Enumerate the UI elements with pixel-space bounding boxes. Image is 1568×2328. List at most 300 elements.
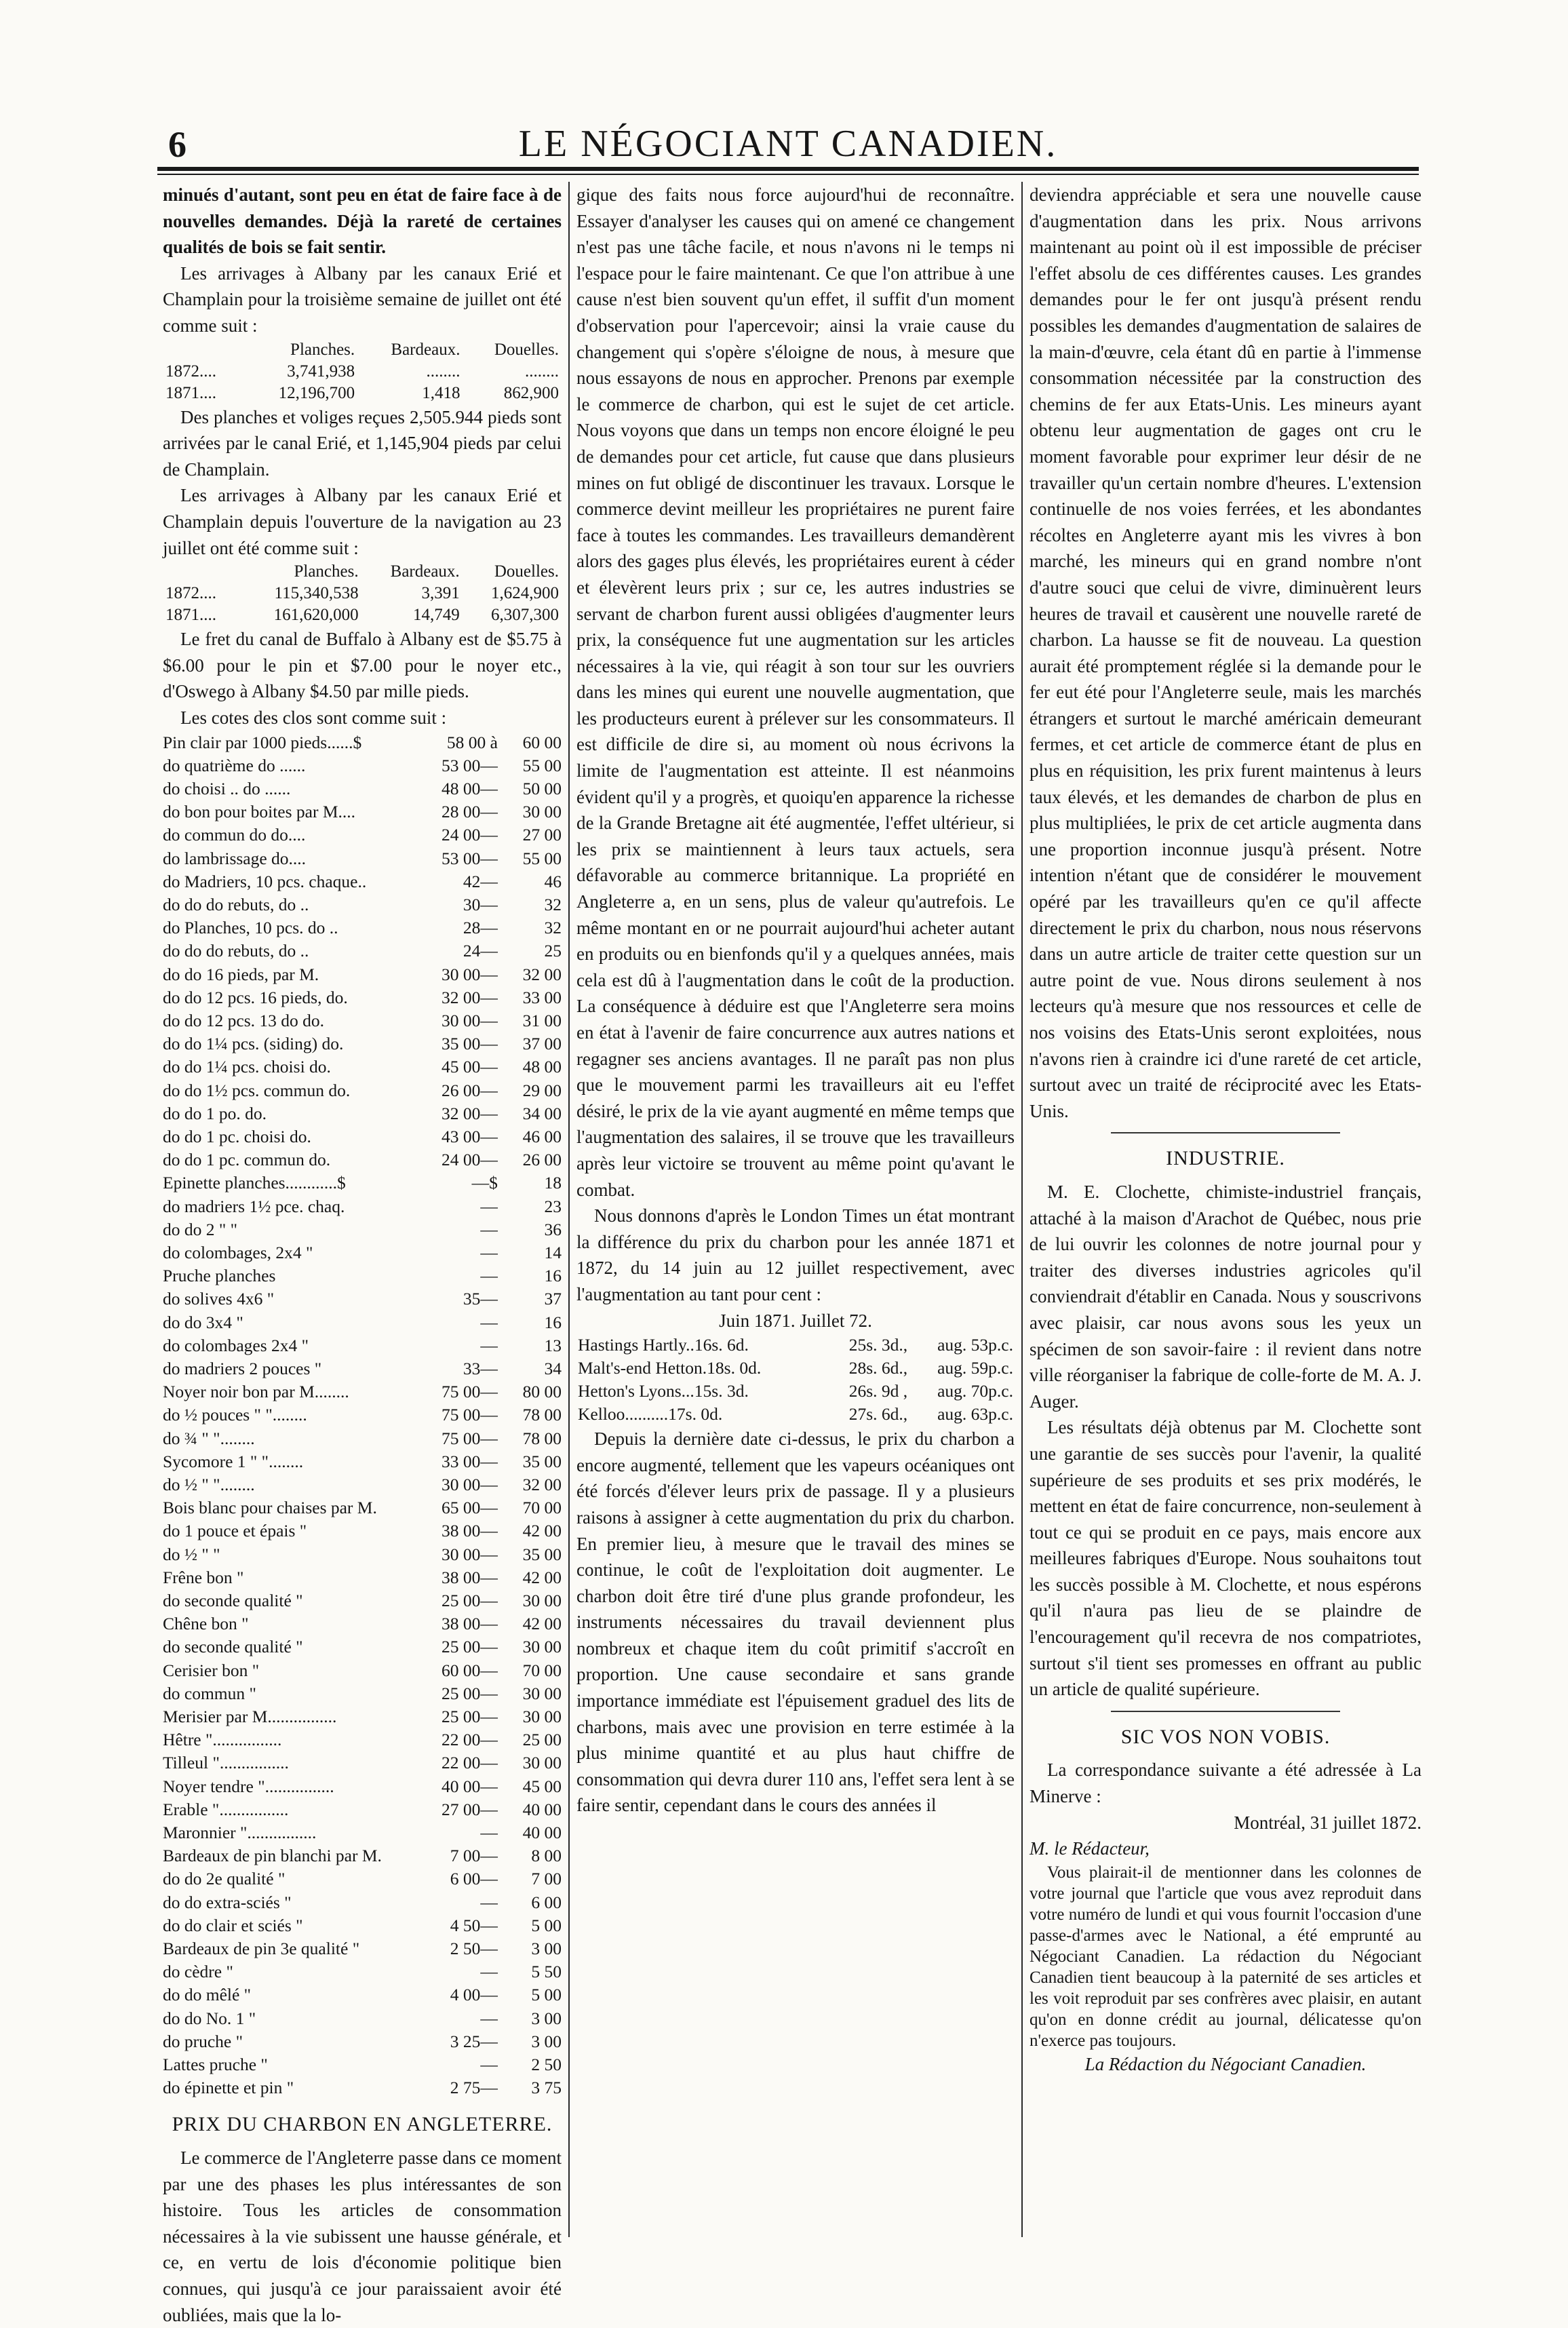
header-rule-thin (157, 174, 1419, 175)
price-low: 75 00— (442, 1405, 498, 1425)
price-label: Hêtre "................ (163, 1730, 282, 1750)
table-cell: 1871.... (165, 383, 216, 402)
price-label: do seconde qualité " (163, 1637, 303, 1657)
price-label: Pruche planches (163, 1266, 276, 1286)
table-header: Planches. (290, 340, 355, 359)
price-high: 46 (544, 871, 562, 891)
price-row (163, 1357, 562, 1380)
price-high: 29 00 (522, 1080, 562, 1100)
price-low: 30 00— (442, 1475, 498, 1494)
price-row (163, 1960, 562, 1983)
price-label: do 1 pouce et épais " (163, 1521, 307, 1541)
price-label: Sycomore 1 " "........ (163, 1451, 304, 1471)
price-high: 13 (544, 1335, 562, 1355)
coal-cell: Kelloo..........17s. 0d. (578, 1404, 723, 1424)
price-high: 23 (544, 1196, 562, 1216)
price-low: — (480, 1266, 498, 1286)
price-label: Tilleul "................ (163, 1753, 289, 1773)
price-label: do ½ " " (163, 1544, 220, 1564)
price-high: 30 00 (522, 1683, 562, 1703)
price-high: 27 00 (522, 825, 562, 845)
paragraph: La correspondance suivante a été adressée à La Minerve : (1030, 1760, 1422, 1807)
table-cell: ........ (426, 362, 460, 381)
arrivals-table-season (163, 561, 562, 626)
page-header (157, 122, 1419, 163)
table-cell: 3,741,938 (287, 362, 355, 381)
price-low: — (480, 1335, 498, 1355)
coal-row (576, 1334, 1015, 1357)
price-label: do do 1¼ pcs. choisi do. (163, 1057, 331, 1077)
price-low: — (480, 1312, 498, 1332)
price-low: 32 00— (442, 1103, 498, 1123)
price-label: Noyer tendre "................ (163, 1776, 334, 1796)
table-cell: 115,340,538 (274, 584, 359, 603)
paragraph: Nous donnons d'après le London Times un état montrant la différence du prix du charbon pour les année 1871 et 1872, du 14 juin au 12 juillet respectivement, avec l'augmentation au tant pour cent : (576, 1205, 1015, 1304)
table-cell: 1872.... (165, 584, 216, 603)
coal-table-header: Juin 1871. Juillet 72. (719, 1310, 872, 1331)
price-label: do do 1½ pcs. commun do. (163, 1080, 351, 1100)
section-heading: SIC VOS NON VOBIS. (1120, 1725, 1331, 1748)
price-row (163, 1450, 562, 1473)
price-label: do seconde qualité " (163, 1591, 303, 1611)
coal-cell: aug. 53p.c. (937, 1335, 1013, 1355)
price-row (163, 1311, 562, 1334)
price-low: 38 00— (442, 1567, 498, 1587)
price-low: 75 00— (442, 1382, 498, 1402)
price-low: — (480, 1962, 498, 1982)
price-low: 7 00— (450, 1846, 498, 1866)
price-row (163, 1983, 562, 2006)
price-label: do lambrissage do.... (163, 848, 307, 868)
price-label: do do 1 pc. commun do. (163, 1150, 331, 1170)
paragraph: gique des faits nous force aujourd'hui de reconnaître. Essayer d'analyser les causes qui on amené ce changement n'est pas une tâche facile, et nous n'avons ni le temps ni l'espace pour le faire maintenant. Ce que l'on attribue à une cause n'est bien souvent qu'un effet, il suffit d'un moment d'observation pour l'apercevoir; ainsi la vraie cause du changement qui s'opère s'éloigne de nous, à mesure que nous essayons de nous en approcher. Prenons par exemple le commerce de charbon, qui est le sujet de cet article. Nous voyons que dans un temps non encore éloigné le peu de demandes pour cet article, fut cause que dans plusieurs mines on fut obligé de discontinuer les travaux. Lorsque le commerce devint meilleur les propriétaires ne purent faire face à toutes les commandes. Les travailleurs demandèrent alors des gages plus élevés, les propriétaires eurent à céder et élevèrent leurs prix ; sur ce, les autres industries se servant de charbon furent aussi obligées d'augmenter leurs prix, la conséquence fut une augmentation sur les articles nécessaires à la vie, qui réagit à son tour sur les ouvriers dans les mines qui eurent une nouvelle augmentation, que les producteurs eurent à prélever sur les consommateurs. Il est difficile de dire si, au moment où nous écrivons la limite de l'augmentation est atteinte. Il est néanmoins évident qu'il y a progrès, et quoiqu'en apparence la richesse de la Grande Bretagne ait été augmentée, l'effet ultérieur, si les prix se maintiennent à leurs taux actuels, sera défavorable au commerce britannique. La propriété en Angleterre a, en un sens, plus de valeur qu'autrefois. Le même montant en or ne pourrait aujourd'hui acheter autant en produits ou en bienfonds qu'il y a quelques années, mais cela est dû à l'augmentation dans le coût de la production. La conséquence à déduire est que l'Angleterre sera moins en état à l'avenir de faire concurrence aux autres nations et regagner ses anciens avantages. Il ne paraît pas non plus que le mouvement parmi les travailleurs ait eu l'effet désiré, le prix de la vie ayant augmenté en même temps que l'augmentation des salaires, il se trouve que les travailleurs après leur victoire se trouvent au même point qu'avant le combat. (576, 185, 1015, 1200)
price-row (163, 1334, 562, 1357)
price-high: 30 00 (522, 802, 562, 822)
table-row (163, 383, 562, 404)
price-label: do do 3x4 " (163, 1312, 243, 1332)
price-label: do cèdre " (163, 1962, 233, 1982)
price-label: do do extra-sciés " (163, 1892, 292, 1912)
masthead-title: LE NÉGOCIANT CANADIEN. (518, 123, 1058, 165)
price-low: 28— (463, 918, 498, 938)
price-row (163, 2030, 562, 2053)
price-label: do do do rebuts, do .. (163, 894, 309, 914)
price-low: 3 25— (450, 2031, 498, 2051)
price-row (163, 1079, 562, 1102)
price-row (163, 1659, 562, 1682)
price-label: do do do rebuts, do .. (163, 941, 309, 961)
price-high: 78 00 (522, 1405, 562, 1425)
paragraph: Les arrivages à Albany par les canaux Erié et Champlain depuis l'ouverture de la navigation au 23 juillet ont été comme suit : (163, 485, 562, 558)
price-label: do do clair et sciés " (163, 1915, 303, 1935)
price-row (163, 777, 562, 800)
price-high: 60 00 (522, 732, 562, 752)
price-label: Noyer noir bon par M........ (163, 1382, 349, 1402)
price-low: 2 75— (450, 2078, 498, 2098)
coal-cell: Malt's-end Hetton.18s. 0d. (578, 1358, 762, 1378)
section-divider (1111, 1711, 1340, 1712)
price-row (163, 1125, 562, 1148)
price-row (163, 847, 562, 870)
price-low: 42— (463, 871, 498, 891)
price-label: do do 1 po. do. (163, 1103, 267, 1123)
price-row (163, 1009, 562, 1032)
price-label: do do 16 pieds, par M. (163, 964, 319, 984)
table-cell: 1,624,900 (491, 584, 559, 603)
column-1 (163, 182, 562, 2325)
price-row (163, 916, 562, 939)
price-high: 45 00 (522, 1776, 562, 1796)
price-low: 48 00— (442, 778, 498, 798)
price-label: Maronnier "................ (163, 1823, 317, 1843)
price-low: 2 50— (450, 1939, 498, 1959)
letter-body: Vous plairait-il de mentionner dans les colonnes de votre journal que l'article que vous avez reproduit dans votre numéro de lundi et qui vous fournit l'occasion d'une passe-d'armes avec le National, a été emprunté au Négociant Canadien. La rédaction du Négociant Canadien tient beaucoup à la paternité de ses articles et les voit reproduit par ses confrères avec plaisir, en autant qu'on en donne crédit au journal, délicatesse qu'on n'exerce pas toujours. (1030, 1863, 1422, 2050)
price-row (163, 1798, 562, 1821)
price-row (163, 1032, 562, 1055)
paragraph: Les arrivages à Albany par les canaux Erié et Champlain pour la troisième semaine de juillet ont été comme suit : (163, 263, 562, 336)
price-high: 14 (544, 1242, 562, 1262)
table-cell: 862,900 (503, 383, 559, 402)
price-row (163, 1519, 562, 1543)
table-cell: 1,418 (422, 383, 460, 402)
price-low: 53 00— (442, 848, 498, 868)
price-high: 3 00 (531, 1939, 562, 1959)
price-row (163, 939, 562, 963)
paragraph: Les résultats déjà obtenus par M. Clochette sont une garantie de ses succès pour l'avenir, la qualité supérieure de ses produits et ses prix modérés, le mettent en état de faire concurrence, non-seulement à tout ce qui se produit en ce pays, mais encore aux meilleures fabriques d'Europe. Nous souhaitons tout les succès possible à M. Clochette, et nous espérons qu'il n'aura pas lieu de se plaindre de l'encouragement qu'il recevra de nos compatriotes, surtout s'il tient ses promesses en offrant au public un article de qualité supérieure. (1030, 1417, 1422, 1700)
table-cell: 6,307,300 (491, 606, 559, 625)
price-label: Bardeaux de pin blanchi par M. (163, 1846, 382, 1866)
table-cell: 12,196,700 (278, 383, 355, 402)
price-high: 78 00 (522, 1428, 562, 1448)
price-row (163, 1821, 562, 1844)
price-low: 53 00— (442, 755, 498, 775)
table-row (163, 583, 562, 604)
price-label: do colombages 2x4 " (163, 1335, 309, 1355)
price-row (163, 1682, 562, 1705)
price-label: do colombages, 2x4 " (163, 1242, 313, 1262)
price-high: 30 00 (522, 1707, 562, 1727)
price-high: 3 00 (531, 2008, 562, 2028)
section-heading: PRIX DU CHARBON EN ANGLETERRE. (172, 2113, 553, 2136)
price-row (163, 1612, 562, 1635)
price-label: Erable "................ (163, 1799, 289, 1819)
price-high: 40 00 (522, 1823, 562, 1843)
price-high: 35 00 (522, 1451, 562, 1471)
price-high: 26 00 (522, 1150, 562, 1170)
letter-salutation: M. le Rédacteur, (1030, 1838, 1150, 1859)
price-label: do Planches, 10 pcs. do .. (163, 918, 338, 938)
paragraph: Des planches et voliges reçues 2,505.944 pieds sont arrivées par le canal Erié, et 1,145,904 pieds par celui de Champlain. (163, 406, 562, 480)
price-high: 7 00 (531, 1869, 562, 1889)
price-label: do do 2e qualité " (163, 1869, 286, 1889)
column-divider (1021, 182, 1023, 2237)
price-low: 22 00— (442, 1753, 498, 1773)
price-low: 24 00— (442, 825, 498, 845)
price-high: 70 00 (522, 1660, 562, 1680)
price-row (163, 1427, 562, 1450)
price-label: do commun " (163, 1683, 256, 1703)
table-cell: 1871.... (165, 606, 216, 625)
price-low: 26 00— (442, 1080, 498, 1100)
table-header (163, 561, 239, 583)
price-high: 42 00 (522, 1521, 562, 1541)
price-low: 35— (463, 1289, 498, 1309)
coal-cell: aug. 70p.c. (937, 1381, 1013, 1401)
table-cell: 1872.... (165, 362, 216, 381)
price-high: 32 00 (522, 964, 562, 984)
price-label: do madriers 1½ pce. chaq. (163, 1196, 345, 1216)
price-label: do quatrième do ...... (163, 755, 306, 775)
price-row (163, 1148, 562, 1171)
price-low: 30 00— (442, 1544, 498, 1564)
price-row (163, 1589, 562, 1612)
arrivals-table-week (163, 339, 562, 404)
price-high: 37 (544, 1289, 562, 1309)
price-label: Frêne bon " (163, 1567, 244, 1587)
price-high: 48 00 (522, 1057, 562, 1077)
price-label: Bois blanc pour chaises par M. (163, 1498, 377, 1518)
price-high: 16 (544, 1312, 562, 1332)
coal-row (576, 1380, 1015, 1403)
price-label: do Madriers, 10 pcs. chaque.. (163, 871, 367, 891)
price-high: 5 00 (531, 1985, 562, 2005)
price-row (163, 800, 562, 823)
price-low: 40 00— (442, 1776, 498, 1796)
paragraph: minués d'autant, sont peu en état de faire face à de nouvelles demandes. Déjà la rareté de certaines qualités de bois se fait sentir. (163, 185, 562, 258)
price-high: 32 (544, 894, 562, 914)
price-row (163, 1380, 562, 1403)
price-low: 43 00— (442, 1126, 498, 1146)
price-row (163, 963, 562, 986)
price-label: do do 12 pcs. 13 do do. (163, 1010, 324, 1030)
price-low: 60 00— (442, 1660, 498, 1680)
price-row (163, 2007, 562, 2030)
coal-cell: Hastings Hartly..16s. 6d. (578, 1335, 749, 1355)
paragraph: Le commerce de l'Angleterre passe dans ce moment par une des phases les plus intéressantes de son histoire. Tous les articles de consommation nécessaires à la vie subissent une hausse générale, et ce, en vertu de lois d'économie politique bien connues, qui jusqu'à ce jour paraissaient avoir été oubliées, mais que la lo- (163, 2148, 562, 2325)
price-label: do madriers 2 pouces " (163, 1358, 322, 1378)
price-row (163, 1241, 562, 1264)
coal-cell: Hetton's Lyons...15s. 3d. (578, 1381, 749, 1401)
price-low: 25 00— (442, 1591, 498, 1611)
table-header: Bardeaux. (390, 562, 460, 581)
price-label: do choisi .. do ...... (163, 778, 291, 798)
table-row (163, 604, 562, 626)
paragraph: Le fret du canal de Buffalo à Albany est de $5.75 à $6.00 pour le pin et $7.00 pour le noyer etc., d'Oswego à Albany $4.50 par mille pieds. (163, 629, 562, 702)
price-label: do solives 4x6 " (163, 1289, 275, 1309)
table-cell: 161,620,000 (273, 606, 359, 625)
price-high: 80 00 (522, 1382, 562, 1402)
price-high: 40 00 (522, 1799, 562, 1819)
price-low: — (480, 1892, 498, 1912)
price-row (163, 1403, 562, 1427)
price-label: do pruche " (163, 2031, 243, 2051)
price-high: 55 00 (522, 848, 562, 868)
price-row (163, 1264, 562, 1287)
letter-dateline: Montréal, 31 juillet 1872. (1234, 1812, 1422, 1833)
price-row (163, 1473, 562, 1496)
price-label: Epinette planches............$ (163, 1173, 346, 1193)
table-cell: 3,391 (421, 584, 460, 603)
price-high: 55 00 (522, 755, 562, 775)
price-low: 24— (463, 941, 498, 961)
price-low: 4 00— (450, 1985, 498, 2005)
price-high: 16 (544, 1266, 562, 1286)
price-low: 24 00— (442, 1150, 498, 1170)
section-heading: INDUSTRIE. (1166, 1147, 1285, 1170)
price-high: 33 00 (522, 987, 562, 1007)
table-cell: ........ (525, 362, 559, 381)
price-high: 42 00 (522, 1614, 562, 1634)
price-row (163, 1055, 562, 1079)
price-high: 34 (544, 1358, 562, 1378)
price-row (163, 1496, 562, 1519)
price-high: 30 00 (522, 1637, 562, 1657)
coal-cell: 27s. 6d., (848, 1404, 908, 1424)
price-high: 34 00 (522, 1103, 562, 1123)
price-high: 31 00 (522, 1010, 562, 1030)
column-divider (568, 182, 570, 2237)
price-label: do épinette et pin " (163, 2078, 294, 2098)
price-high: 30 00 (522, 1753, 562, 1773)
price-high: 46 00 (522, 1126, 562, 1146)
price-low: 30— (463, 894, 498, 914)
header-rule-thick (157, 167, 1419, 171)
price-label: Lattes pruche " (163, 2055, 268, 2075)
price-high: 30 00 (522, 1591, 562, 1611)
coal-cell: 26s. 9d , (848, 1381, 908, 1401)
price-row (163, 1775, 562, 1798)
price-low: 38 00— (442, 1521, 498, 1541)
coal-cell: aug. 59p.c. (937, 1358, 1013, 1378)
price-low: 75 00— (442, 1428, 498, 1448)
price-row (163, 1937, 562, 1960)
paragraph: Les cotes des clos sont comme suit : (180, 707, 447, 728)
price-label: Pin clair par 1000 pieds......$ (163, 732, 362, 752)
price-row (163, 1891, 562, 1914)
table-row (163, 361, 562, 383)
price-high: 37 00 (522, 1034, 562, 1054)
price-label: Chêne bon " (163, 1614, 249, 1634)
price-label: do do 1¼ pcs. (siding) do. (163, 1034, 344, 1054)
price-low: 28 00— (442, 802, 498, 822)
price-high: 8 00 (531, 1846, 562, 1866)
paragraph: deviendra appréciable et sera une nouvelle cause d'augmentation dans les prix. Nous arrivons maintenant au point où il est impossible de préciser l'effet absolu de ces différentes causes. Les grandes demandes pour le fer ont jusqu'à présent rendu possibles les demandes d'augmentation de salaires de la main-d'œuvre, cela étant dû en partie à l'immense consommation nécessitée par la construction des chemins de fer aux Etats-Unis. Les mineurs ayant obtenu leur augmentation de gages ont cru le moment favorable pour exprimer leur désir de ne travailler qu'un certain nombre d'heures. L'extension continuelle de nos voies ferrées, et les abondantes récoltes en Angleterre ayant mis les vivres à bon marché, les mineurs qui en grand nombre n'ont d'autre souci que celui de vivre, diminuèrent leurs heures de travail et causèrent une nouvelle rareté de charbon. La hausse se fit de nouveau. La question aurait été promptement réglée si la demande pour le fer eut été pour l'Angleterre seule, mais les marchés étrangers et surtout le marché américain demeurant fermes, et cet article de commerce étant de plus en plus en réquisition, les prix furent maintenus à leurs taux élevés, et les demandes de charbon de plus en plus multipliées, le prix de cet article augmenta dans une proportion inconnue jusqu'à présent. Notre intention n'étant que de considérer le mouvement opéré par les travailleurs qu'en ce qu'il affecte directement le prix du charbon, nous nous réservons dans un autre article de traiter cette question sur un autre point de vue. Nous dirons seulement à nos lecteurs qu'à mesure que nos ressources et celle de nos voisins des Etats-Unis seront exploitées, nous n'avons rien à craindre ici d'une rareté de cet article, surtout avec un traité de réciprocité avec les Etats-Unis. (1030, 185, 1422, 1121)
price-row (163, 1914, 562, 1937)
price-low: 4 50— (450, 1915, 498, 1935)
section-divider (1111, 1132, 1340, 1133)
price-row (163, 1566, 562, 1589)
price-high: 3 00 (531, 2031, 562, 2051)
price-high: 2 50 (531, 2055, 562, 2075)
price-low: 65 00— (442, 1498, 498, 1518)
price-row (163, 1543, 562, 1566)
price-low: 33— (463, 1358, 498, 1378)
price-label: do ½ pouces " "........ (163, 1405, 307, 1425)
price-label: do commun do do.... (163, 825, 306, 845)
price-row (163, 1287, 562, 1311)
price-low: 32 00— (442, 987, 498, 1007)
price-low: — (480, 2008, 498, 2028)
coal-cell: 28s. 6d., (848, 1358, 908, 1378)
price-low: 58 00 à (446, 732, 498, 752)
coal-cell: aug. 63p.c. (937, 1404, 1013, 1424)
price-low: 45 00— (442, 1057, 498, 1077)
price-row (163, 1867, 562, 1890)
price-label: Cerisier bon " (163, 1660, 260, 1680)
price-row (163, 1705, 562, 1728)
price-low: — (480, 1823, 498, 1843)
lumber-price-table (163, 731, 562, 2100)
price-row (163, 823, 562, 847)
price-row (163, 1728, 562, 1751)
column-3 (1030, 182, 1422, 2237)
price-label: do do 1 pc. choisi do. (163, 1126, 311, 1146)
price-row (163, 1218, 562, 1241)
price-low: 30 00— (442, 1010, 498, 1030)
price-low: — (480, 2055, 498, 2075)
price-label: do ½ " "........ (163, 1475, 255, 1494)
price-row (163, 893, 562, 916)
column-2 (576, 182, 1015, 2237)
price-row (163, 1751, 562, 1774)
price-low: — (480, 1196, 498, 1216)
coal-cell: 25s. 3d., (848, 1335, 908, 1355)
price-row (163, 1195, 562, 1218)
price-row (163, 2053, 562, 2076)
price-row (163, 1102, 562, 1125)
letter-signature: La Rédaction du Négociant Canadien. (1084, 2053, 1367, 2074)
table-cell: 14,749 (412, 606, 460, 625)
price-label: Merisier par M................ (163, 1707, 337, 1727)
price-high: 3 75 (531, 2078, 562, 2098)
price-row (163, 754, 562, 777)
price-label: do bon pour boites par M.... (163, 802, 356, 822)
price-high: 32 (544, 918, 562, 938)
price-row (163, 2076, 562, 2099)
price-row (163, 870, 562, 893)
price-label: do ¾ " "........ (163, 1428, 255, 1448)
price-row (163, 986, 562, 1009)
price-high: 42 00 (522, 1567, 562, 1587)
price-high: 32 00 (522, 1475, 562, 1494)
coal-price-table (576, 1334, 1015, 1426)
price-low: 33 00— (442, 1451, 498, 1471)
price-low: 6 00— (450, 1869, 498, 1889)
paragraph: Depuis la dernière date ci-dessus, le prix du charbon a encore augmenté, tellement que les vapeurs océaniques ont été forcés d'élever leurs prix de passage. Il y a plusieurs raisons à assigner à cette augmentation du prix du charbon. En premier lieu, à mesure que le travail des mines se continue, le coût de l'exploitation doit augmenter. Le charbon doit être tiré d'une plus grande profondeur, les instruments nécessaires du travail deviennent plus nombreux et chaque item du coût primitif s'accroît en proportion. Une cause secondaire et sans grande importance immédiate est l'épuisement graduel des lits de charbons, mais avec une provision en terre estimée à la plus minime quantité et au plus haut chiffre de consommation qui devra durer 110 ans, l'effet sera lent à se faire sentir, cependant dans le cours des années il (576, 1429, 1015, 1816)
price-row (163, 1171, 562, 1195)
price-low: — (480, 1219, 498, 1239)
table-header: Planches. (294, 562, 359, 581)
table-header (163, 339, 242, 361)
price-high: 35 00 (522, 1544, 562, 1564)
price-high: 25 00 (522, 1730, 562, 1750)
price-low: 27 00— (442, 1799, 498, 1819)
price-high: 5 50 (531, 1962, 562, 1982)
price-low: 30 00— (442, 964, 498, 984)
price-low: 35 00— (442, 1034, 498, 1054)
price-high: 70 00 (522, 1498, 562, 1518)
price-label: do do mêlé " (163, 1985, 252, 2005)
page-number: 6 (168, 124, 187, 165)
price-row (163, 731, 562, 754)
price-high: 36 (544, 1219, 562, 1239)
table-header: Douelles. (494, 562, 559, 581)
price-high: 25 (544, 941, 562, 961)
price-high: 5 00 (531, 1915, 562, 1935)
price-low: — (480, 1242, 498, 1262)
price-low: 25 00— (442, 1707, 498, 1727)
coal-row (576, 1357, 1015, 1380)
